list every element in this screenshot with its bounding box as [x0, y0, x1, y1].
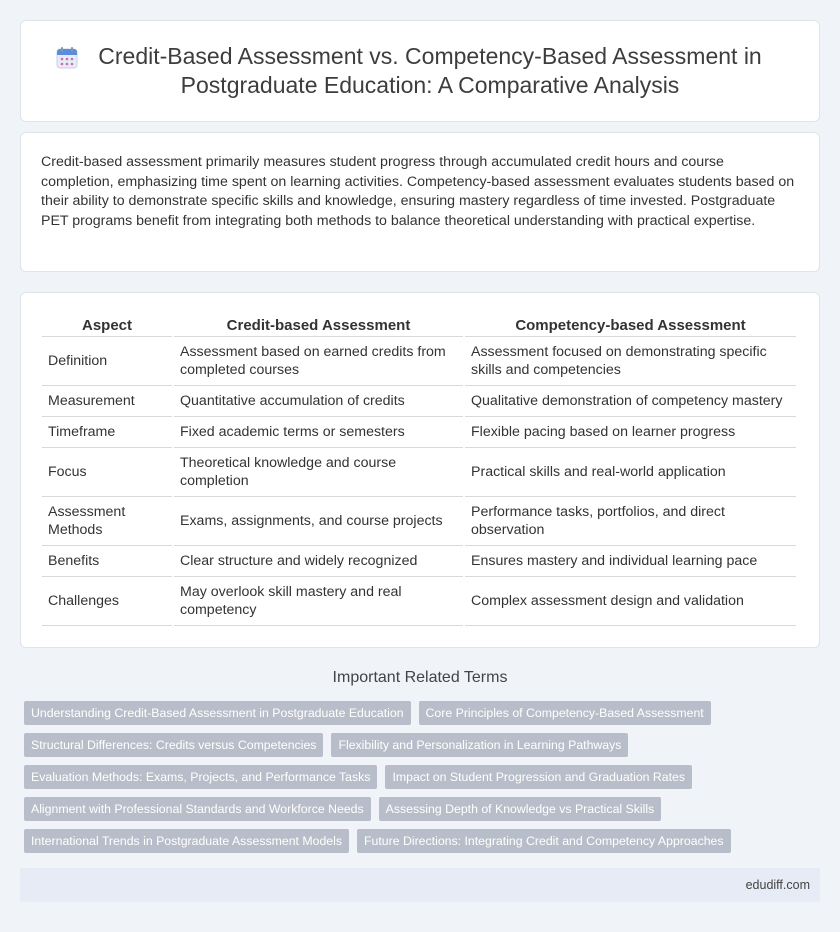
aspect-cell: Benefits [42, 546, 172, 577]
related-term-tag[interactable]: Evaluation Methods: Exams, Projects, and Performance Tasks [24, 765, 377, 789]
related-term-tag[interactable]: Alignment with Professional Standards and Workforce Needs [24, 797, 371, 821]
credit-cell: Theoretical knowledge and course completion [174, 448, 463, 497]
footer-bar [20, 868, 820, 902]
aspect-cell: Timeframe [42, 417, 172, 448]
comparison-table [40, 313, 798, 626]
credit-cell: Exams, assignments, and course projects [174, 497, 463, 546]
aspect-cell: Focus [42, 448, 172, 497]
column-header-competency: Competency-based Assessment [465, 313, 796, 337]
related-term-tag[interactable]: Core Principles of Competency-Based Assessment [419, 701, 711, 725]
intro-card [20, 132, 820, 272]
column-header-credit: Credit-based Assessment [174, 313, 463, 337]
related-term-tag[interactable]: Impact on Student Progression and Graduation Rates [385, 765, 692, 789]
credit-cell: Clear structure and widely recognized [174, 546, 463, 577]
comparison-card [20, 292, 820, 648]
aspect-cell: Challenges [42, 577, 172, 626]
competency-cell: Practical skills and real-world application [465, 448, 796, 497]
credit-cell: Quantitative accumulation of credits [174, 386, 463, 417]
competency-cell: Complex assessment design and validation [465, 577, 796, 626]
table-row [42, 448, 796, 497]
competency-cell: Ensures mastery and individual learning pace [465, 546, 796, 577]
table-row [42, 337, 796, 386]
aspect-cell: Assessment Methods [42, 497, 172, 546]
page-title: Credit-Based Assessment vs. Competency-Based Assessment in Postgraduate Education: A Comparative Analysis [98, 43, 762, 98]
related-term-tag[interactable]: Assessing Depth of Knowledge vs Practical Skills [379, 797, 662, 821]
site-link[interactable]: edudiff.com [745, 878, 810, 892]
table-row [42, 497, 796, 546]
competency-cell: Performance tasks, portfolios, and direct observation [465, 497, 796, 546]
column-header-aspect: Aspect [42, 313, 172, 337]
table-row [42, 417, 796, 448]
competency-cell: Flexible pacing based on learner progress [465, 417, 796, 448]
competency-cell: Qualitative demonstration of competency mastery [465, 386, 796, 417]
table-header-row [42, 313, 796, 337]
table-row [42, 546, 796, 577]
table-row [42, 577, 796, 626]
related-term-tag[interactable]: International Trends in Postgraduate Assessment Models [24, 829, 349, 853]
intro-paragraph: Credit-based assessment primarily measures student progress through accumulated credit hours and course completion, emphasizing time spent on learning activities. Competency-based assessment evaluates students based on their ability to demonstrate specific skills and knowledge, ensuring mastery regardless of time invested. Postgraduate PET programs benefit from integrating both methods to balance theoretical understanding with practical expertise. [41, 154, 795, 229]
header-card [20, 20, 820, 122]
credit-cell: Fixed academic terms or semesters [174, 417, 463, 448]
related-terms-list [24, 701, 804, 861]
competency-cell: Assessment focused on demonstrating specific skills and competencies [465, 337, 796, 386]
aspect-cell: Measurement [42, 386, 172, 417]
related-term-tag[interactable]: Understanding Credit-Based Assessment in Postgraduate Education [24, 701, 411, 725]
credit-cell: May overlook skill mastery and real competency [174, 577, 463, 626]
related-term-tag[interactable]: Structural Differences: Credits versus Competencies [24, 733, 323, 757]
credit-cell: Assessment based on earned credits from completed courses [174, 337, 463, 386]
aspect-cell: Definition [42, 337, 172, 386]
related-terms-heading: Important Related Terms [332, 669, 508, 686]
related-term-tag[interactable]: Future Directions: Integrating Credit and Competency Approaches [357, 829, 731, 853]
table-row [42, 386, 796, 417]
related-term-tag[interactable]: Flexibility and Personalization in Learning Pathways [331, 733, 628, 757]
